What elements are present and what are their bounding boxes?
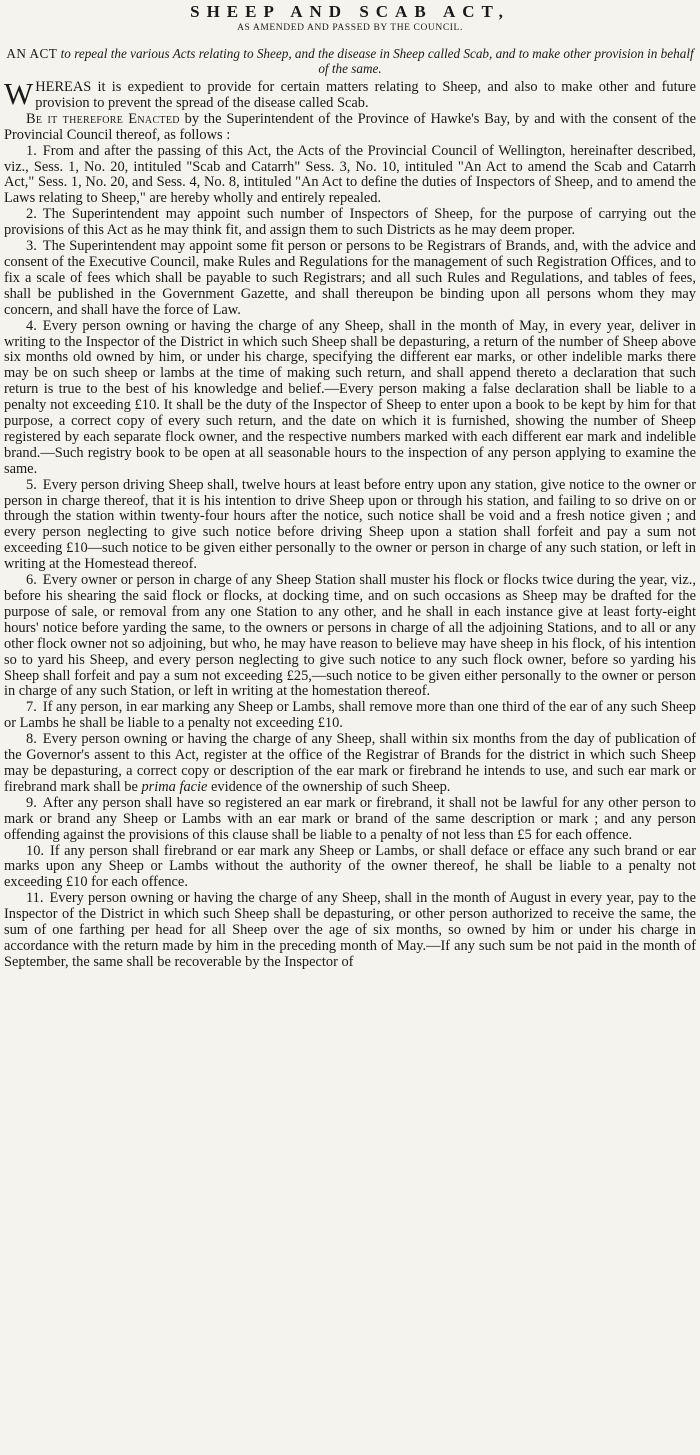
enacting-lead: Be it therefore Enacted [26, 110, 180, 127]
section-2 [4, 207, 696, 239]
section-number: 2. [26, 206, 37, 223]
section-6 [4, 573, 696, 700]
section-text: Every person driving Sheep shall, twelve hours at least before entry upon any station, give notice to the owner or person in charge thereof, that it is his intention to drive Sheep upon or through his station, and failing to so drive on or through the station within twenty-four hours after the notice, such notice shall be void and a fresh notice given ; and every person neglecting to give such notice before driving Sheep upon a station shall forfeit and pay a sum not exceeding £10—such notice to be given either personally to the owner or person in charge of any such station, or left in writing at the Homestead thereof. [4, 476, 696, 573]
section-text: If any person, in ear marking any Sheep or Lambs, shall remove more than one third of the ear of any such Sheep or Lambs he shall be liable to a penalty not exceeding £10. [4, 699, 696, 732]
section-11 [4, 891, 696, 971]
whereas-paragraph [4, 76, 696, 112]
preamble-lead: AN ACT [6, 46, 58, 61]
section-text: Every person owning or having the charge of any Sheep, shall in the month of May, in every year, deliver in writing to the Inspector of the District in which such Sheep shall be depasturing, a return of the number of Sheep above six months old owned by him, or under his charge, specifying the different ear marks, or other indelible marks there may be on such sheep or lambs at the time of making such return, and shall append thereto a declaration that such return is true to the best of his knowledge and belief.—Every person making a false declaration shall be liable to a penalty not exceeding £10. It shall be the duty of the Inspector of Sheep to enter upon a book to be kept by him for that purpose, a correct copy of every such return, and the date on which it is furnished, showing the number of Sheep registered by each separate flock owner, and the respective numbers marked with each different ear mark and indelible brand.—Such registry book to be open at all seasonable hours to the inspection of any person applying to examine the same. [4, 317, 696, 477]
section-number: 6. [26, 572, 37, 589]
section-text: Every person owning or having the charge of any Sheep, shall in the month of August in every year, pay to the Inspector of the District in which such Sheep shall be depasturing, or other person authorized to receive the same, the sum of one farthing per head for all Sheep over the age of six months, so owned by him or under his charge in accordance with the return made by him in the preceding month of May.—If any such sum be not paid in the month of September, the same shall be recoverable by the Inspector of [4, 890, 696, 970]
section-text: From and after the passing of this Act, the Acts of the Provincial Council of Wellington, hereinafter described, viz., Sess. 1, No. 20, intituled "Scab and Catarrh" Sess. 3, No. 10, intituled "An Act to amend the Scab and Catarrh Act," Sess. 1, No. 20, and Sess. 4, No. 8, intituled "An Act to define the duties of Inspectors of Sheep, and to amend the Laws relating to Sheep," are hereby wholly and entirely repealed. [4, 142, 696, 207]
section-4 [4, 319, 696, 478]
section-number: 3. [26, 238, 37, 255]
section-9 [4, 796, 696, 844]
enacting-clause [4, 112, 696, 144]
section-number: 7. [26, 699, 37, 716]
whereas-text: it is expedient to provide for certain matters relating to Sheep, and also to make other and future provision to prevent the spread of the disease called Scab. [35, 79, 696, 111]
section-text-continued: evidence of the ownership of such Sheep. [211, 778, 451, 795]
section-1 [4, 144, 696, 208]
section-text: Every person owning or having the charge of any Sheep, shall within six months from the day of publication of the Governor's assent to this Act, register at the office of the Registrar of Brands for the district in which such Sheep may be depasturing, a correct copy or description of the ear mark or firebrand he intends to use, and such ear mark or firebrand mark shall be [4, 731, 696, 795]
section-7 [4, 700, 696, 732]
section-10 [4, 844, 696, 892]
section-number: 5. [26, 476, 37, 493]
section-number: 9. [26, 794, 37, 811]
enacting-text: by the Superintendent of the Province of Hawke's Bay, by and with the consent of the Provincial Council thereof, as follows : [4, 110, 696, 143]
section-number: 1. [26, 142, 37, 159]
section-italic-term: prima facie [141, 778, 208, 795]
section-text: If any person shall firebrand or ear mark any Sheep or Lambs, or shall deface or efface any such brand or ear marks upon any Sheep or Lambs without the authority of the owner thereof, he shall be liable to a penalty not exceeding £10 for each offence. [4, 842, 696, 891]
section-number: 4. [26, 317, 37, 334]
section-number: 11. [26, 890, 44, 907]
preamble-text: to repeal the various Acts relating to Sheep, and the disease in Sheep called Scab, and to make other provision in behalf of the same. [60, 46, 694, 76]
section-text: The Superintendent may appoint such number of Inspectors of Sheep, for the purpose of carrying out the provisions of this Act as he may think fit, and assign them to such Districts as he may deem proper. [4, 206, 696, 239]
section-text: After any person shall have so registered an ear mark or firebrand, it shall not be lawful for any other person to mark or brand any Sheep or Lambs with an ear mark or brand of the same description or mark ; and any person offending against the provisions of this clause shall be liable to a penalty of not less than £5 for each offence. [4, 794, 696, 843]
section-text: The Superintendent may appoint some fit person or persons to be Registrars of Brands, and, with the advice and consent of the Executive Council, make Rules and Regulations for the management of such Registration Offices, and to fix a scale of fees which shall be payable to such Registrars; and all such Rules and Regulations, and tables of fees, shall be published in the Government Gazette, and shall thereupon be binding upon all persons whom they may concern, and shall have the force of Law. [4, 238, 696, 318]
section-text: Every owner or person in charge of any Sheep Station shall muster his flock or flocks twice during the year, viz., before his shearing the said flock or flocks, at docking time, and on such occasions as Sheep may be drafted for the purpose of sale, or removal from any one Station to any other, and he shall in each instance give at least forty-eight hours' notice before yarding the same, to the owners or persons in charge of all the adjoining Stations, and to all or any other flock owner not so adjoining, but who, he may have reason to believe may have sheep in his flock, of his intention so to yard his Sheep, and every person neglecting to give such notice to any such flock owner, before so yarding his Sheep shall forfeit and pay a sum not exceeding £25,—such notice to be given either personally to the owner or person in charge of any such Station, or left in writing at the homestation thereof. [4, 572, 696, 700]
section-8 [4, 732, 696, 796]
act-subtitle: AS AMENDED AND PASSED BY THE COUNCIL. [237, 23, 463, 33]
whereas-lead: HEREAS [35, 79, 92, 95]
section-number: 10. [26, 842, 44, 859]
section-number: 8. [26, 731, 37, 748]
section-3 [4, 239, 696, 319]
preamble [4, 46, 696, 76]
act-title: SHEEP AND SCAB ACT, [190, 2, 510, 21]
section-5 [4, 478, 696, 573]
drop-cap: W [4, 76, 34, 111]
